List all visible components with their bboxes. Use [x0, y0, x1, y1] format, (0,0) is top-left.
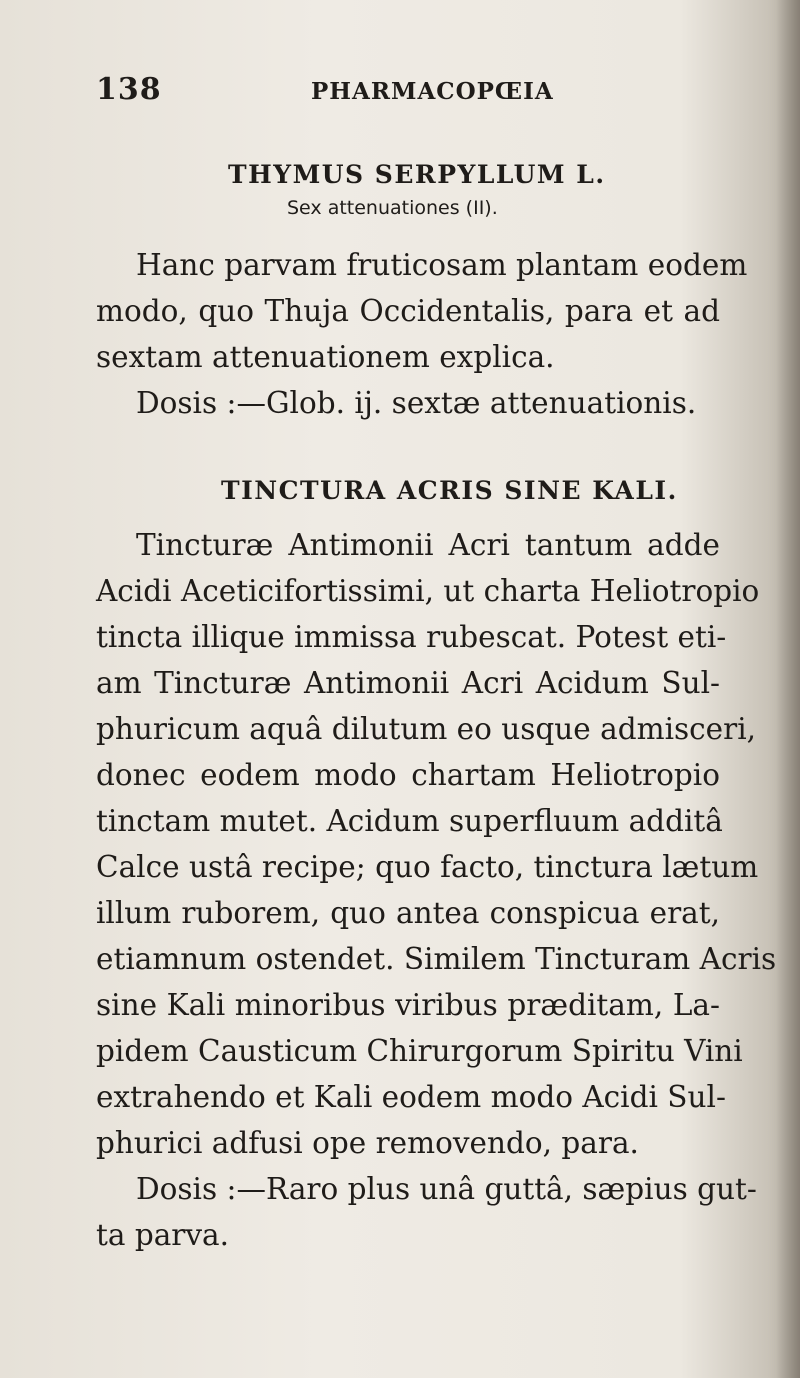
page-edge-shadow — [776, 0, 800, 1378]
paragraph-line: Acidi Aceticifortissimi, ut charta Heliotropio — [96, 574, 760, 608]
section-subtitle-thymus: Sex attenuationes (II). — [287, 197, 498, 219]
paragraph-line: etiamnum ostendet. Similem Tincturam Acris — [96, 942, 777, 976]
paragraph-line: phuricum aquâ dilutum eo usque admisceri, — [96, 712, 757, 746]
paragraph-line: am Tincturæ Antimonii Acri Acidum Sul- — [96, 666, 720, 700]
paragraph-line: phurici adfusi ope removendo, para. — [96, 1126, 639, 1160]
paragraph-line: tincta illique immissa rubescat. Potest eti- — [96, 620, 727, 654]
paragraph-line: modo, quo Thuja Occidentalis, para et ad — [96, 294, 720, 328]
paragraph-line: illum ruborem, quo antea conspicua erat, — [96, 896, 720, 930]
paragraph-line: donec eodem modo chartam Heliotropio — [96, 758, 720, 792]
section-title-tinctura: TINCTURA ACRIS SINE KALI. — [221, 476, 678, 505]
running-title: PHARMACOPŒIA — [311, 78, 554, 105]
section-title-thymus: THYMUS SERPYLLUM L. — [228, 160, 606, 189]
dosage-line: ta parva. — [96, 1218, 230, 1252]
paragraph-line: pidem Causticum Chirurgorum Spiritu Vini — [96, 1034, 743, 1068]
running-head — [96, 72, 716, 112]
paragraph-line: tinctam mutet. Acidum superfluum additâ — [96, 804, 723, 838]
dosage-line: Dosis :—Raro plus unâ guttâ, sæpius gut- — [136, 1172, 757, 1206]
dosage-line: Dosis :—Glob. ij. sextæ attenuationis. — [136, 386, 697, 420]
paragraph-line: sine Kali minoribus viribus præditam, La- — [96, 988, 720, 1022]
page-number: 138 — [96, 72, 162, 107]
paragraph-line: extrahendo et Kali eodem modo Acidi Sul- — [96, 1080, 726, 1114]
paragraph-line: Hanc parvam fruticosam plantam eodem — [136, 248, 748, 282]
paragraph-line: sextam attenuationem explica. — [96, 340, 555, 374]
paragraph-line: Tincturæ Antimonii Acri tantum adde — [136, 528, 720, 562]
paragraph-line: Calce ustâ recipe; quo facto, tinctura lætum — [96, 850, 759, 884]
